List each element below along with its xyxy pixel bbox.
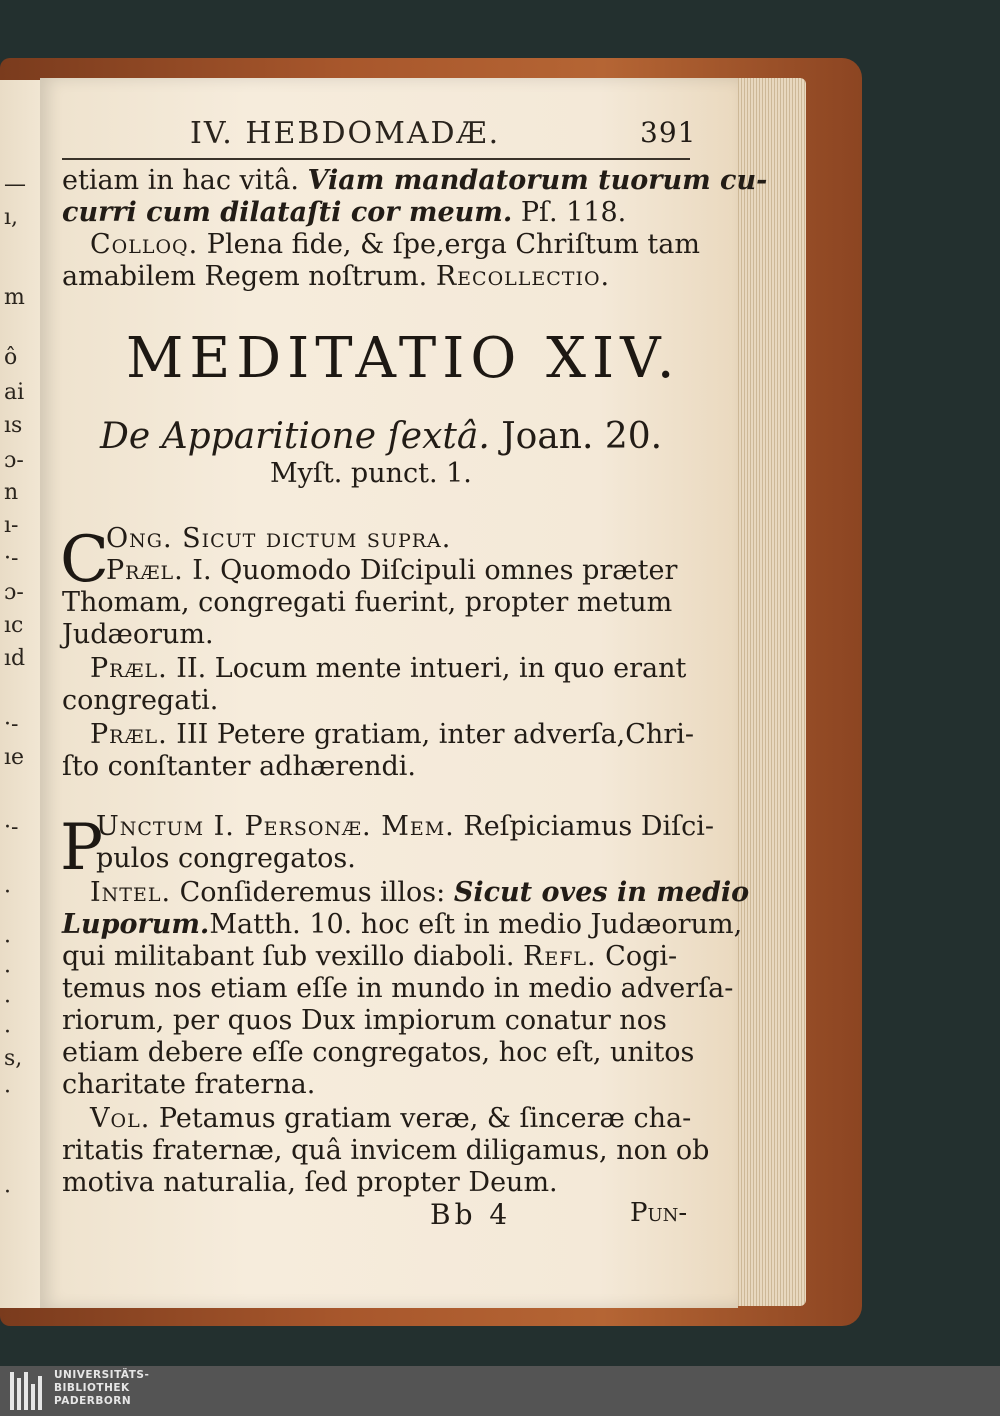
left-glyph: · — [4, 880, 11, 905]
text-line — [62, 260, 610, 294]
text-line: riorum, per quos Dux impiorum conatur nos — [62, 1005, 667, 1036]
left-page-edge — [0, 80, 42, 1308]
text-span: Reſpiciamus Diſci- — [454, 811, 715, 842]
left-glyph: ı, — [4, 205, 19, 230]
text-line — [90, 1102, 691, 1136]
left-glyph: m — [4, 285, 25, 310]
signature-mark: Bb 4 — [430, 1198, 512, 1231]
text-line — [90, 652, 686, 686]
left-glyph: ai — [4, 380, 25, 405]
subtitle-italic: De Apparitione ſextâ. — [100, 416, 490, 457]
text-span: Pſ. 118. — [512, 197, 627, 228]
text-line — [96, 810, 714, 844]
left-glyph: ɔ- — [4, 448, 24, 473]
text-line: congregati. — [62, 685, 219, 716]
left-glyph: ô — [4, 345, 18, 370]
text-line: etiam debere eſſe congregatos, hoc eſt, unitos — [62, 1037, 695, 1068]
left-glyph: ıd — [4, 646, 26, 671]
text-line — [90, 228, 700, 262]
small-caps-label: Vol. — [90, 1103, 151, 1134]
dropcap-p: P — [60, 811, 104, 885]
left-glyph: ·- — [4, 546, 19, 571]
text-span: Plena fide, & ſpe,erga Chriſtum tam — [198, 229, 700, 260]
text-line: temus nos etiam eſſe in mundo in medio adverſa- — [62, 973, 734, 1004]
italic-quote: Sicut oves in medio — [453, 877, 750, 908]
text-span: III Petere gratiam, inter adverſa,Chri- — [167, 719, 694, 750]
dropcap-c: C — [60, 523, 109, 597]
left-glyph: · — [4, 1020, 11, 1045]
text-span: I. Quomodo Diſcipuli omnes præter — [183, 555, 678, 586]
running-head: IV. HEBDOMADÆ. — [190, 116, 501, 151]
small-caps-label: Colloq. — [90, 229, 199, 260]
left-glyph: ·- — [4, 815, 19, 840]
text-line — [90, 876, 749, 910]
left-glyph: ıe — [4, 745, 25, 770]
small-caps-label: Præl. — [90, 719, 168, 750]
left-glyph: ı- — [4, 513, 19, 538]
text-line — [62, 940, 677, 974]
text-line: charitate fraterna. — [62, 1069, 316, 1100]
logo-line: UNIVERSITÄTS- — [54, 1369, 150, 1381]
text-span: Petamus gratiam veræ, & ſinceræ cha- — [150, 1103, 692, 1134]
catchword: Pun- — [630, 1198, 688, 1228]
text-span: Cogi- — [596, 941, 678, 972]
page-number: 391 — [640, 116, 697, 149]
text-line — [106, 554, 677, 588]
italic-quote: Viam mandatorum tuorum cu- — [307, 165, 768, 196]
small-caps-label: Refl. — [523, 941, 597, 972]
left-glyph: — — [4, 172, 26, 197]
text-line — [90, 718, 694, 752]
mystery-point-label: Myſt. punct. 1. — [270, 458, 472, 489]
small-caps-label: Recollectio. — [435, 261, 611, 292]
text-line: ritatis fraternæ, quâ invicem diligamus, non ob — [62, 1135, 710, 1166]
text-line — [62, 908, 742, 942]
left-glyph: n — [4, 480, 19, 505]
text-span: etiam in hac vitâ. — [62, 165, 308, 196]
small-caps-label: Unctum I. Personæ. Mem. — [96, 811, 455, 842]
text-line: ſto conſtanter adhærendi. — [62, 751, 417, 782]
meditation-subtitle — [100, 416, 662, 457]
left-glyph: ıs — [4, 413, 23, 438]
left-glyph: ıc — [4, 613, 24, 638]
italic-quote: Luporum. — [62, 909, 210, 940]
small-caps-label: Intel. — [90, 877, 172, 908]
university-library-logo-icon — [8, 1370, 48, 1412]
logo-text — [54, 1369, 149, 1408]
meditation-title: MEDITATIO XIV. — [126, 326, 681, 391]
logo-line: PADERBORN — [54, 1395, 132, 1407]
left-glyph: s, — [4, 1046, 23, 1071]
text-span: qui militabant ſub vexillo diaboli. — [62, 941, 523, 972]
left-glyph: ·- — [4, 712, 19, 737]
text-span: II. Locum mente intueri, in quo erant — [167, 653, 687, 684]
text-line: motiva naturalia, ſed propter Deum. — [62, 1167, 558, 1198]
page-edges — [736, 78, 806, 1306]
left-glyph: ɔ- — [4, 580, 24, 605]
italic-quote: curri cum dilataſti cor meum. — [62, 197, 513, 228]
left-glyph: · — [4, 1080, 11, 1105]
left-glyph: · — [4, 930, 11, 955]
text-line: Judæorum. — [62, 619, 214, 650]
text-span: Conſideremus illos: — [171, 877, 454, 908]
left-glyph: · — [4, 1180, 11, 1205]
small-caps-label: Præl. — [106, 555, 184, 586]
text-line — [62, 196, 626, 230]
left-glyph: · — [4, 960, 11, 985]
text-line — [62, 164, 767, 198]
footer-bar — [0, 1366, 1000, 1416]
left-glyph: · — [4, 990, 11, 1015]
book-page — [40, 78, 768, 1308]
small-caps-label: Præl. — [90, 653, 168, 684]
text-span: Matth. 10. hoc eſt in medio Judæorum, — [209, 909, 743, 940]
text-span: amabilem Regem noſtrum. — [62, 261, 436, 292]
text-line: Thomam, congregati fuerint, propter metum — [62, 587, 673, 618]
head-rule — [62, 158, 690, 160]
subtitle-rest: Joan. 20. — [489, 416, 663, 457]
logo-line: BIBLIOTHEK — [54, 1382, 130, 1394]
text-line — [106, 522, 451, 556]
text-span: Ong. Sicut dictum ſupra. — [106, 523, 452, 554]
text-line: pulos congregatos. — [96, 843, 356, 874]
